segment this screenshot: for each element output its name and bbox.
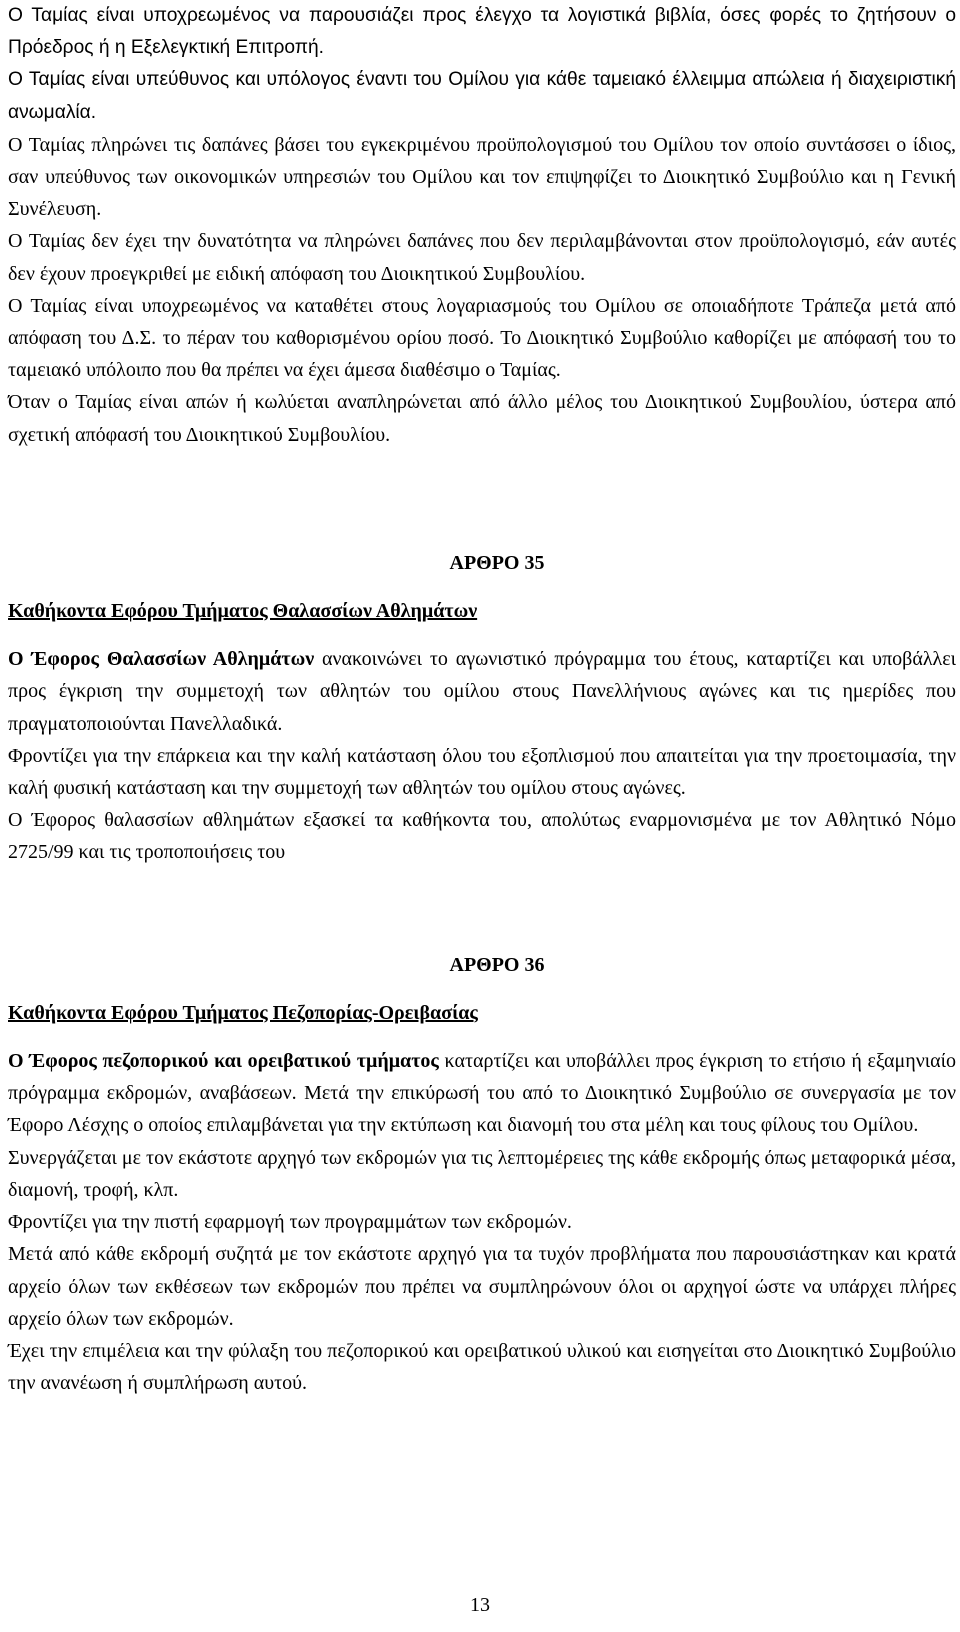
paragraph: Ο Ταμίας είναι υποχρεωμένος να καταθέτει στους λογαριασμούς του Ομίλου σε οποιαδήποτε Τράπεζα μετά από απόφαση του Δ.Σ. το πέραν του καθορισμένου ορίου ποσό. Το Διοικητικό Συμβούλιο καθορίζει με απόφασή του το ταμειακό υπόλοιπο που θα πρέπει να έχει άμεσα διαθέσιμο ο Ταμίας. — [8, 294, 956, 382]
paragraph: Ο Ταμίας είναι υπεύθυνος και υπόλογος έναντι του Ομίλου για κάθε ταμειακό έλλειμμα απώλεια ή διαχειριστική ανωμαλία. — [8, 69, 956, 123]
paragraph: Φροντίζει για την πιστή εφαρμογή των προγραμμάτων των εκδρομών. — [8, 1211, 572, 1234]
bold-lead: Ο Έφορος Θαλασσίων Αθλημάτων — [8, 648, 315, 671]
page-number: 13 — [470, 1594, 490, 1616]
paragraph: Όταν ο Ταμίας είναι απών ή κωλύεται αναπληρώνεται από άλλο μέλος του Διοικητικού Συμβουλίου, ύστερα από σχετική απόφασή του Διοικητικού Συμβουλίου. — [8, 391, 956, 446]
paragraph-text: ανακοινώνει το αγωνιστικό πρόγραμμα του έτους, καταρτίζει και υποβάλλει προς έγκριση την συμμετοχή των αθλητών του ομίλου στους Πανελλήνιους αγώνες και τις ημερίδες που πραγματοποιούνται Πανελλαδικά. — [8, 648, 956, 735]
bold-lead: Ο Έφορος πεζοπορικού και ορειβατικού τμήματος — [8, 1050, 439, 1073]
paragraph — [8, 1045, 956, 1142]
paragraph: Ο Ταμίας πληρώνει τις δαπάνες βάσει του εγκεκριμένου προϋπολογισμού του Ομίλου τον οποίο συντάσσει ο ίδιος, σαν υπεύθυνος των οικονομικών υπηρεσιών του Ομίλου και τον επιψηφίζει το Διοικητικό Συμβούλιο και η Γενική Συνέλευση. — [8, 133, 956, 221]
article-36-heading: ΑΡΘΡΟ 36 — [449, 953, 545, 976]
article-36-title: Καθήκοντα Εφόρου Τμήματος Πεζοπορίας-Ορειβασίας — [8, 1001, 478, 1024]
paragraph: Ο Ταμίας είναι υποχρεωμένος να παρουσιάζει προς έλεγχο τα λογιστικά βιβλία, όσες φορές το ζητήσουν ο Πρόεδρος ή η Εξελεγκτική Επιτροπή. — [8, 5, 956, 59]
article-35-title: Καθήκοντα Εφόρου Τμήματος Θαλασσίων Αθλημάτων — [8, 600, 478, 623]
paragraph: Φροντίζει για την επάρκεια και την καλή κατάσταση όλου του εξοπλισμού που απαιτείται για την προετοιμασία, την καλή φυσική κατάσταση και την συμμετοχή των αθλητών του ομίλου στους αγώνες. — [8, 744, 956, 800]
paragraph — [8, 643, 956, 740]
article-35-heading: ΑΡΘΡΟ 35 — [449, 551, 545, 574]
paragraph: Έχει την επιμέλεια και την φύλαξη του πεζοπορικού και ορειβατικού υλικού και εισηγείται στο Διοικητικό Συμβούλιο την ανανέωση ή συμπλήρωση αυτού. — [8, 1339, 956, 1395]
paragraph: Συνεργάζεται με τον εκάστοτε αρχηγό των εκδρομών για τις λεπτομέρειες της κάθε εκδρομής όπως μεταφορικά μέσα, διαμονή, τροφή, κλπ. — [8, 1146, 956, 1201]
paragraph-text: καταρτίζει και υποβάλλει προς έγκριση το ετήσιο ή εξαμηνιαίο πρόγραμμα εκδρομών, αναβάσεων. Μετά την επικύρωσή του από το Διοικητικό Συμβούλιο σε συνεργασία με τον Έφορο Λέσχης ο οποίος επιλαμβάνεται για την εκτύπωση και διανομή του στα μέλη και τους φίλους του Ομίλου. — [8, 1050, 956, 1137]
paragraph: Ο Ταμίας δεν έχει την δυνατότητα να πληρώνει δαπάνες που δεν περιλαμβάνονται στον προϋπολογισμό, εάν αυτές δεν έχουν προεγκριθεί με ειδική απόφαση του Διοικητικού Συμβουλίου. — [8, 230, 956, 285]
document-body — [8, 0, 956, 1399]
paragraph: Μετά από κάθε εκδρομή συζητά με τον εκάστοτε αρχηγό για τα τυχόν προβλήματα που παρουσιάστηκαν και κρατά αρχείο όλων των εκθέσεων των εκδρομών που πρέπει να συμπληρώνουν όλοι οι αρχηγοί ώστε να υπάρχει πλήρες αρχείο όλων των εκδρομών. — [8, 1243, 956, 1330]
paragraph: Ο Έφορος θαλασσίων αθλημάτων εξασκεί τα καθήκοντα του, απολύτως εναρμονισμένα με τον Αθλητικό Νόμο 2725/99 και τις τροποποιήσεις του — [8, 809, 956, 864]
